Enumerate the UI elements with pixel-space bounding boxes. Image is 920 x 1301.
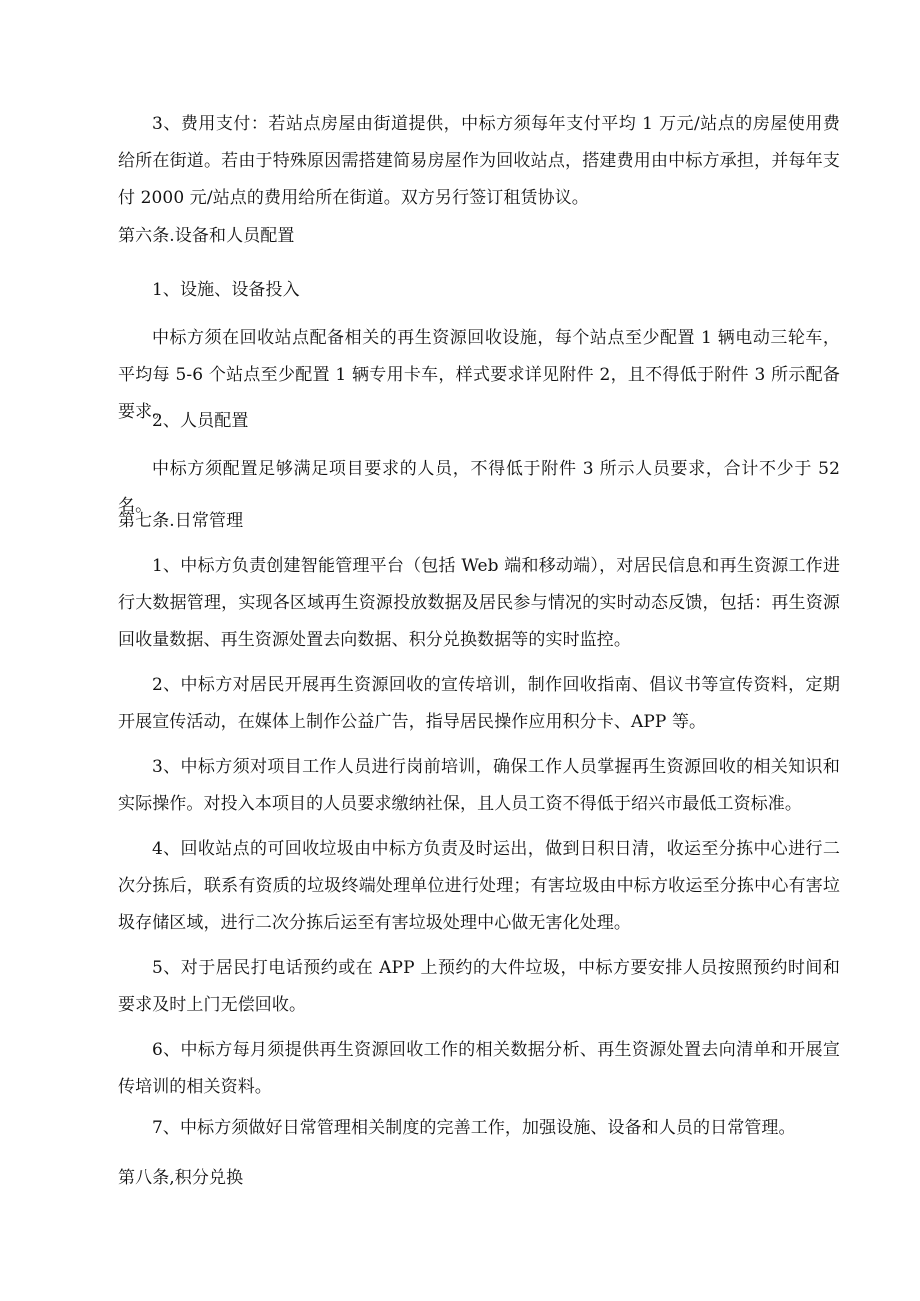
paragraph-fee-payment: 3、费用支付：若站点房屋由街道提供，中标方须每年支付平均 1 万元/站点的房屋使用费给所在街道。若由于特殊原因需搭建简易房屋作为回收站点，搭建费用由中标方承担，并每年支付 2000 元/站点的费用给所在街道。双方另行签订租赁协议。 [118, 114, 840, 208]
paragraph-management-5: 5、对于居民打电话预约或在 APP 上预约的大件垃圾，中标方要安排人员按照预约时间和要求及时上门无偿回收。 [118, 958, 840, 1015]
paragraph-management-7: 7、中标方须做好日常管理相关制度的完善工作，加强设施、设备和人员的日常管理。 [152, 1118, 796, 1138]
paragraph-management-6: 6、中标方每月须提供再生资源回收工作的相关数据分析、再生资源处置去向清单和开展宣传培训的相关资料。 [118, 1040, 840, 1097]
paragraph-management-2: 2、中标方对居民开展再生资源回收的宣传培训，制作回收指南、倡议书等宣传资料，定期开展宣传活动，在媒体上制作公益广告，指导居民操作应用积分卡、APP 等。 [118, 675, 840, 732]
paragraph-equipment: 中标方须在回收站点配备相关的再生资源回收设施，每个站点至少配置 1 辆电动三轮车，平均每 5-6 个站点至少配置 1 辆专用卡车，样式要求详见附件 2，且不得低于附件 3 所示配备要求。 [118, 328, 840, 422]
subheading-staffing: 2、人员配置 [152, 411, 249, 431]
paragraph-staffing: 中标方须配置足够满足项目要求的人员，不得低于附件 3 所示人员要求，合计不少于 52 名。 [118, 459, 840, 516]
paragraph-management-4: 4、回收站点的可回收垃圾由中标方负责及时运出，做到日积日清，收运至分拣中心进行二次分拣后，联系有资质的垃圾终端处理单位进行处理；有害垃圾由中标方收运至分拣中心有害垃圾存储区域，进行二次分拣后运至有害垃圾处理中心做无害化处理。 [118, 839, 840, 933]
subheading-equipment: 1、设施、设备投入 [152, 280, 300, 300]
paragraph-management-3: 3、中标方须对项目工作人员进行岗前培训，确保工作人员掌握再生资源回收的相关知识和实际操作。对投入本项目的人员要求缴纳社保，且人员工资不得低于绍兴市最低工资标准。 [118, 757, 840, 814]
paragraph-management-1: 1、中标方负责创建智能管理平台（包括 Web 端和移动端），对居民信息和再生资源工作进行大数据管理，实现各区域再生资源投放数据及居民参与情况的实时动态反馈，包括：再生资源回收量数据、再生资源处置去向数据、积分兑换数据等的实时监控。 [118, 556, 840, 650]
article-6-heading: 第六条.设备和人员配置 [118, 226, 295, 246]
article-7-heading: 第七条.日常管理 [118, 511, 244, 531]
article-8-heading: 第八条,积分兑换 [118, 1168, 244, 1188]
